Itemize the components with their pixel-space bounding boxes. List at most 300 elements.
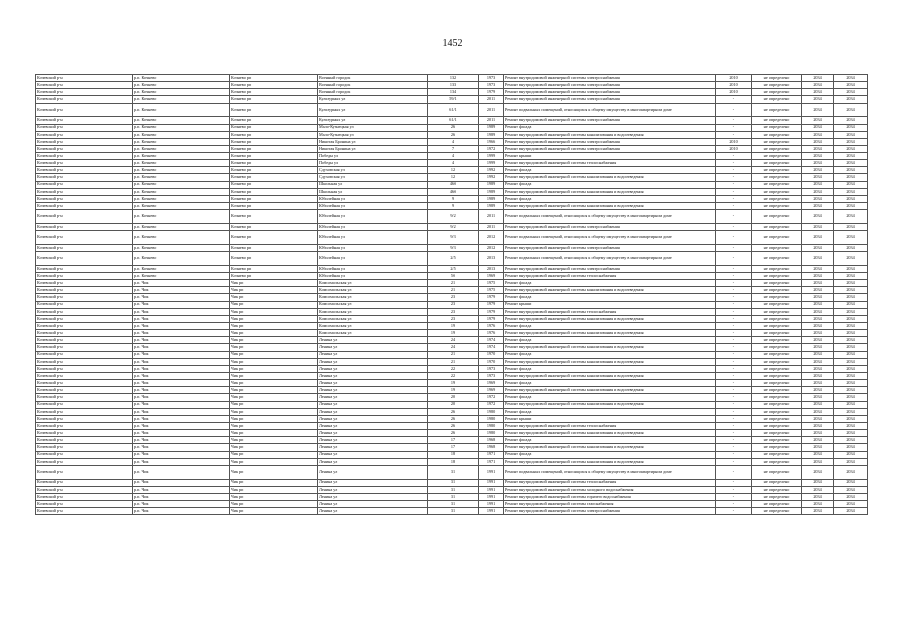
table-row [36, 131, 868, 138]
table-row [36, 89, 868, 96]
last-repair-year-cell: - [716, 351, 752, 358]
plan-end-year-cell: 2034 [834, 203, 868, 210]
last-repair-year-cell: - [716, 252, 752, 266]
locality-cell: Кочнево рп [230, 195, 318, 202]
house-number-cell: 23 [428, 301, 479, 308]
cost-cell: не определено [752, 430, 802, 437]
last-repair-year-cell: 2010 [716, 138, 752, 145]
locality-cell: Кочнево рп [230, 117, 318, 124]
house-number-cell: 31 [428, 501, 479, 508]
locality-cell: Кочнево рп [230, 265, 318, 272]
house-number-cell: 61/1 [428, 117, 479, 124]
street-cell: Ленина ул [318, 408, 428, 415]
last-repair-year-cell: - [716, 223, 752, 230]
table-row [36, 437, 868, 444]
build-year-cell: 1991 [479, 501, 504, 508]
street-cell: Школьная ул [318, 188, 428, 195]
last-repair-year-cell: - [716, 401, 752, 408]
table-row [36, 315, 868, 322]
work-type-cell: Ремонт внутридомовой инженерной системы канализования и водоотведения [504, 444, 716, 451]
house-number-cell: 9/2 [428, 223, 479, 230]
settlement-cell: р.п. Кочнево [133, 82, 230, 89]
settlement-cell: р.п. Чик [133, 308, 230, 315]
cost-cell: не определено [752, 145, 802, 152]
plan-start-year-cell: 2034 [802, 437, 834, 444]
street-cell: Ленина ул [318, 465, 428, 479]
plan-end-year-cell: 2034 [834, 294, 868, 301]
build-year-cell: 1972 [479, 401, 504, 408]
settlement-cell: р.п. Кочнево [133, 223, 230, 230]
build-year-cell: 1973 [479, 365, 504, 372]
build-year-cell: 1992 [479, 174, 504, 181]
build-year-cell: 1974 [479, 337, 504, 344]
build-year-cell: 2011 [479, 117, 504, 124]
work-type-cell: Ремонт внутридомовой инженерной системы электроснабжения [504, 508, 716, 515]
table-row [36, 344, 868, 351]
build-year-cell: 1972 [479, 145, 504, 152]
build-year-cell: 1971 [479, 458, 504, 465]
locality-cell: Чик рп [230, 394, 318, 401]
settlement-cell: р.п. Чик [133, 465, 230, 479]
table-row [36, 223, 868, 230]
locality-cell: Кочнево рп [230, 181, 318, 188]
locality-cell: Чик рп [230, 322, 318, 329]
house-number-cell: 26 [428, 124, 479, 131]
locality-cell: Кочнево рп [230, 160, 318, 167]
last-repair-year-cell: - [716, 231, 752, 245]
work-type-cell: Ремонт внутридомовой инженерной системы электроснабжения [504, 117, 716, 124]
locality-cell: Чик рп [230, 458, 318, 465]
district-cell: Кочевский р-н [36, 160, 133, 167]
cost-cell: не определено [752, 96, 802, 103]
district-cell: Кочевский р-н [36, 401, 133, 408]
build-year-cell: 1968 [479, 437, 504, 444]
cost-cell: не определено [752, 252, 802, 266]
settlement-cell: р.п. Чик [133, 322, 230, 329]
house-number-cell: 9 [428, 203, 479, 210]
table-row [36, 508, 868, 515]
house-number-cell: 26 [428, 408, 479, 415]
plan-start-year-cell: 2034 [802, 394, 834, 401]
plan-start-year-cell: 2034 [802, 408, 834, 415]
house-number-cell: 31 [428, 508, 479, 515]
work-type-cell: Ремонт фасада [504, 181, 716, 188]
plan-end-year-cell: 2034 [834, 195, 868, 202]
locality-cell: Кочнево рп [230, 75, 318, 82]
street-cell: Юбилейная ул [318, 265, 428, 272]
settlement-cell: р.п. Чик [133, 437, 230, 444]
build-year-cell: 1976 [479, 322, 504, 329]
table-row [36, 444, 868, 451]
table-row [36, 273, 868, 280]
district-cell: Кочевский р-н [36, 223, 133, 230]
settlement-cell: р.п. Чик [133, 422, 230, 429]
plan-start-year-cell: 2034 [802, 322, 834, 329]
build-year-cell: 1989 [479, 203, 504, 210]
locality-cell: Кочнево рп [230, 103, 318, 117]
table-row [36, 103, 868, 117]
plan-end-year-cell: 2034 [834, 167, 868, 174]
last-repair-year-cell: - [716, 131, 752, 138]
street-cell: Победы ул [318, 153, 428, 160]
build-year-cell: 2012 [479, 244, 504, 251]
street-cell: Ленина ул [318, 344, 428, 351]
district-cell: Кочевский р-н [36, 380, 133, 387]
cost-cell: не определено [752, 301, 802, 308]
street-cell: Юбилейная ул [318, 273, 428, 280]
build-year-cell: 1975 [479, 287, 504, 294]
house-number-cell: 24 [428, 344, 479, 351]
district-cell: Кочевский р-н [36, 153, 133, 160]
district-cell: Кочевский р-н [36, 394, 133, 401]
last-repair-year-cell: - [716, 117, 752, 124]
work-type-cell: Ремонт внутридомовой инженерной системы канализования и водоотведения [504, 188, 716, 195]
cost-cell: не определено [752, 160, 802, 167]
table-row [36, 486, 868, 493]
plan-end-year-cell: 2034 [834, 103, 868, 117]
plan-start-year-cell: 2034 [802, 287, 834, 294]
street-cell: Ленина ул [318, 365, 428, 372]
house-number-cell: 17 [428, 437, 479, 444]
plan-end-year-cell: 2034 [834, 131, 868, 138]
last-repair-year-cell: - [716, 344, 752, 351]
house-number-cell: 18 [428, 458, 479, 465]
plan-end-year-cell: 2034 [834, 501, 868, 508]
last-repair-year-cell: - [716, 153, 752, 160]
build-year-cell: 1980 [479, 415, 504, 422]
table-row [36, 372, 868, 379]
plan-end-year-cell: 2034 [834, 465, 868, 479]
plan-end-year-cell: 2034 [834, 493, 868, 500]
plan-start-year-cell: 2034 [802, 508, 834, 515]
plan-start-year-cell: 2034 [802, 465, 834, 479]
street-cell: Военный городок [318, 82, 428, 89]
district-cell: Кочевский р-н [36, 210, 133, 224]
work-type-cell: Ремонт внутридомовой инженерной системы газоснабжения [504, 501, 716, 508]
plan-start-year-cell: 2034 [802, 75, 834, 82]
settlement-cell: р.п. Чик [133, 365, 230, 372]
work-type-cell: Ремонт внутридомовой инженерной системы электроснабжения [504, 265, 716, 272]
build-year-cell: 1979 [479, 89, 504, 96]
house-number-cell: 21 [428, 351, 479, 358]
plan-end-year-cell: 2034 [834, 508, 868, 515]
house-number-cell: 21 [428, 287, 479, 294]
cost-cell: не определено [752, 273, 802, 280]
plan-start-year-cell: 2034 [802, 82, 834, 89]
settlement-cell: р.п. Кочнево [133, 153, 230, 160]
district-cell: Кочевский р-н [36, 301, 133, 308]
district-cell: Кочевский р-н [36, 117, 133, 124]
settlement-cell: р.п. Чик [133, 337, 230, 344]
work-type-cell: Ремонт внутридомовой инженерной системы холодного водоснабжения [504, 486, 716, 493]
plan-end-year-cell: 2034 [834, 153, 868, 160]
plan-start-year-cell: 2034 [802, 401, 834, 408]
build-year-cell: 1972 [479, 394, 504, 401]
last-repair-year-cell: - [716, 301, 752, 308]
cost-cell: не определено [752, 244, 802, 251]
plan-start-year-cell: 2034 [802, 252, 834, 266]
plan-start-year-cell: 2034 [802, 330, 834, 337]
plan-end-year-cell: 2034 [834, 89, 868, 96]
cost-cell: не определено [752, 82, 802, 89]
last-repair-year-cell: 2010 [716, 145, 752, 152]
plan-end-year-cell: 2034 [834, 394, 868, 401]
plan-end-year-cell: 2034 [834, 315, 868, 322]
house-number-cell: 61/1 [428, 103, 479, 117]
locality-cell: Кочнево рп [230, 203, 318, 210]
district-cell: Кочевский р-н [36, 280, 133, 287]
plan-start-year-cell: 2034 [802, 372, 834, 379]
plan-start-year-cell: 2034 [802, 430, 834, 437]
plan-start-year-cell: 2034 [802, 415, 834, 422]
table-row [36, 82, 868, 89]
build-year-cell: 1968 [479, 444, 504, 451]
plan-start-year-cell: 2034 [802, 479, 834, 486]
table-row [36, 365, 868, 372]
build-year-cell: 1980 [479, 430, 504, 437]
locality-cell: Чик рп [230, 330, 318, 337]
work-type-cell: Ремонт внутридомовой инженерной системы теплоснабжения [504, 479, 716, 486]
street-cell: Ленина ул [318, 444, 428, 451]
locality-cell: Чик рп [230, 280, 318, 287]
cost-cell: не определено [752, 75, 802, 82]
settlement-cell: р.п. Кочнево [133, 231, 230, 245]
last-repair-year-cell: - [716, 508, 752, 515]
plan-end-year-cell: 2034 [834, 96, 868, 103]
last-repair-year-cell: - [716, 365, 752, 372]
locality-cell: Кочнево рп [230, 89, 318, 96]
plan-end-year-cell: 2034 [834, 280, 868, 287]
plan-end-year-cell: 2034 [834, 117, 868, 124]
last-repair-year-cell: - [716, 394, 752, 401]
build-year-cell: 2013 [479, 265, 504, 272]
district-cell: Кочевский р-н [36, 351, 133, 358]
table-row [36, 124, 868, 131]
street-cell: Комсомольская ул [318, 280, 428, 287]
cost-cell: не определено [752, 344, 802, 351]
house-number-cell: 2/5 [428, 265, 479, 272]
district-cell: Кочевский р-н [36, 437, 133, 444]
street-cell: Ленина ул [318, 387, 428, 394]
table-row [36, 451, 868, 458]
plan-start-year-cell: 2034 [802, 308, 834, 315]
settlement-cell: р.п. Кочнево [133, 89, 230, 96]
settlement-cell: р.п. Чик [133, 415, 230, 422]
table-row [36, 322, 868, 329]
table-row [36, 75, 868, 82]
last-repair-year-cell: - [716, 287, 752, 294]
cost-cell: не определено [752, 458, 802, 465]
cost-cell: не определено [752, 330, 802, 337]
table-row [36, 401, 868, 408]
plan-start-year-cell: 2034 [802, 210, 834, 224]
work-type-cell: Ремонт внутридомовой инженерной системы теплоснабжения [504, 422, 716, 429]
settlement-cell: р.п. Чик [133, 508, 230, 515]
district-cell: Кочевский р-н [36, 387, 133, 394]
cost-cell: не определено [752, 465, 802, 479]
settlement-cell: р.п. Чик [133, 501, 230, 508]
table-row [36, 117, 868, 124]
house-number-cell: 26 [428, 415, 479, 422]
build-year-cell: 1974 [479, 344, 504, 351]
district-cell: Кочевский р-н [36, 508, 133, 515]
district-cell: Кочевский р-н [36, 188, 133, 195]
house-number-cell: 4 [428, 138, 479, 145]
cost-cell: не определено [752, 358, 802, 365]
street-cell: Военный городок [318, 75, 428, 82]
table-body [36, 75, 868, 515]
district-cell: Кочевский р-н [36, 265, 133, 272]
locality-cell: Кочнево рп [230, 131, 318, 138]
street-cell: Ленина ул [318, 394, 428, 401]
build-year-cell: 1991 [479, 479, 504, 486]
cost-cell: не определено [752, 223, 802, 230]
district-cell: Кочевский р-н [36, 89, 133, 96]
work-type-cell: Ремонт фасада [504, 351, 716, 358]
cost-cell: не определено [752, 294, 802, 301]
settlement-cell: р.п. Кочнево [133, 160, 230, 167]
plan-end-year-cell: 2034 [834, 486, 868, 493]
district-cell: Кочевский р-н [36, 458, 133, 465]
work-type-cell: Ремонт внутридомовой инженерной системы теплоснабжения [504, 308, 716, 315]
locality-cell: Кочнево рп [230, 188, 318, 195]
table-row [36, 394, 868, 401]
settlement-cell: р.п. Чик [133, 358, 230, 365]
last-repair-year-cell: 2010 [716, 82, 752, 89]
last-repair-year-cell: 2010 [716, 89, 752, 96]
plan-start-year-cell: 2034 [802, 265, 834, 272]
last-repair-year-cell: - [716, 486, 752, 493]
plan-end-year-cell: 2034 [834, 344, 868, 351]
table-row [36, 203, 868, 210]
table-row [36, 174, 868, 181]
district-cell: Кочевский р-н [36, 330, 133, 337]
table-row [36, 96, 868, 103]
plan-end-year-cell: 2034 [834, 415, 868, 422]
plan-end-year-cell: 2034 [834, 301, 868, 308]
settlement-cell: р.п. Чик [133, 430, 230, 437]
plan-start-year-cell: 2034 [802, 337, 834, 344]
plan-end-year-cell: 2034 [834, 188, 868, 195]
cost-cell: не определено [752, 437, 802, 444]
table-row [36, 188, 868, 195]
district-cell: Кочевский р-н [36, 244, 133, 251]
work-type-cell: Ремонт фасада [504, 280, 716, 287]
plan-end-year-cell: 2034 [834, 160, 868, 167]
cost-cell: не определено [752, 265, 802, 272]
street-cell: Юбилейная ул [318, 223, 428, 230]
build-year-cell: 2012 [479, 231, 504, 245]
plan-start-year-cell: 2034 [802, 358, 834, 365]
build-year-cell: 1989 [479, 131, 504, 138]
house-number-cell: 20 [428, 401, 479, 408]
last-repair-year-cell: - [716, 501, 752, 508]
table-row [36, 160, 868, 167]
settlement-cell: р.п. Чик [133, 344, 230, 351]
house-number-cell: 21 [428, 358, 479, 365]
house-number-cell: 134 [428, 89, 479, 96]
table-row [36, 231, 868, 245]
build-year-cell: 1971 [479, 451, 504, 458]
locality-cell: Кочнево рп [230, 252, 318, 266]
plan-start-year-cell: 2034 [802, 344, 834, 351]
build-year-cell: 2013 [479, 252, 504, 266]
street-cell: Комсомольская ул [318, 322, 428, 329]
settlement-cell: р.п. Чик [133, 380, 230, 387]
table-row [36, 308, 868, 315]
street-cell: Никитая Бронина ул [318, 145, 428, 152]
plan-start-year-cell: 2034 [802, 181, 834, 188]
plan-start-year-cell: 2034 [802, 365, 834, 372]
settlement-cell: р.п. Кочнево [133, 117, 230, 124]
build-year-cell: 1991 [479, 486, 504, 493]
table-row [36, 493, 868, 500]
last-repair-year-cell: - [716, 479, 752, 486]
last-repair-year-cell: - [716, 294, 752, 301]
street-cell: Юбилейная ул [318, 231, 428, 245]
work-type-cell: Ремонт внутридомовой инженерной системы канализования и водоотведения [504, 330, 716, 337]
street-cell: Ленина ул [318, 437, 428, 444]
street-cell: Ленина ул [318, 358, 428, 365]
plan-start-year-cell: 2034 [802, 231, 834, 245]
locality-cell: Кочнево рп [230, 244, 318, 251]
work-type-cell: Ремонт фасада [504, 365, 716, 372]
locality-cell: Чик рп [230, 344, 318, 351]
settlement-cell: р.п. Кочнево [133, 265, 230, 272]
house-number-cell: 12 [428, 167, 479, 174]
work-type-cell: Ремонт внутридомовой инженерной системы электроснабжения [504, 145, 716, 152]
plan-end-year-cell: 2034 [834, 308, 868, 315]
settlement-cell: р.п. Кочнево [133, 273, 230, 280]
plan-end-year-cell: 2034 [834, 273, 868, 280]
street-cell: Комсомольская ул [318, 294, 428, 301]
plan-end-year-cell: 2034 [834, 451, 868, 458]
house-number-cell: 26 [428, 422, 479, 429]
last-repair-year-cell: - [716, 124, 752, 131]
plan-start-year-cell: 2034 [802, 96, 834, 103]
plan-end-year-cell: 2034 [834, 372, 868, 379]
locality-cell: Чик рп [230, 486, 318, 493]
cost-cell: не определено [752, 308, 802, 315]
plan-end-year-cell: 2034 [834, 351, 868, 358]
build-year-cell: 2011 [479, 96, 504, 103]
table-row [36, 252, 868, 266]
last-repair-year-cell: - [716, 103, 752, 117]
settlement-cell: р.п. Кочнево [133, 75, 230, 82]
work-type-cell: Ремонт внутридомовой инженерной системы горячего водоснабжения [504, 493, 716, 500]
cost-cell: не определено [752, 493, 802, 500]
last-repair-year-cell: - [716, 437, 752, 444]
cost-cell: не определено [752, 501, 802, 508]
table-row [36, 380, 868, 387]
work-type-cell: Ремонт фасада [504, 294, 716, 301]
district-cell: Кочевский р-н [36, 294, 133, 301]
build-year-cell: 1989 [479, 188, 504, 195]
settlement-cell: р.п. Кочнево [133, 145, 230, 152]
street-cell: Ленина ул [318, 493, 428, 500]
last-repair-year-cell: - [716, 244, 752, 251]
locality-cell: Чик рп [230, 408, 318, 415]
table-row [36, 145, 868, 152]
district-cell: Кочевский р-н [36, 273, 133, 280]
plan-end-year-cell: 2034 [834, 365, 868, 372]
district-cell: Кочевский р-н [36, 358, 133, 365]
build-year-cell: 1969 [479, 273, 504, 280]
table-row [36, 301, 868, 308]
work-type-cell: Ремонт подвальных помещений, относящихся к общему имуществу в многоквартирном доме [504, 252, 716, 266]
build-year-cell: 1979 [479, 315, 504, 322]
plan-end-year-cell: 2034 [834, 138, 868, 145]
